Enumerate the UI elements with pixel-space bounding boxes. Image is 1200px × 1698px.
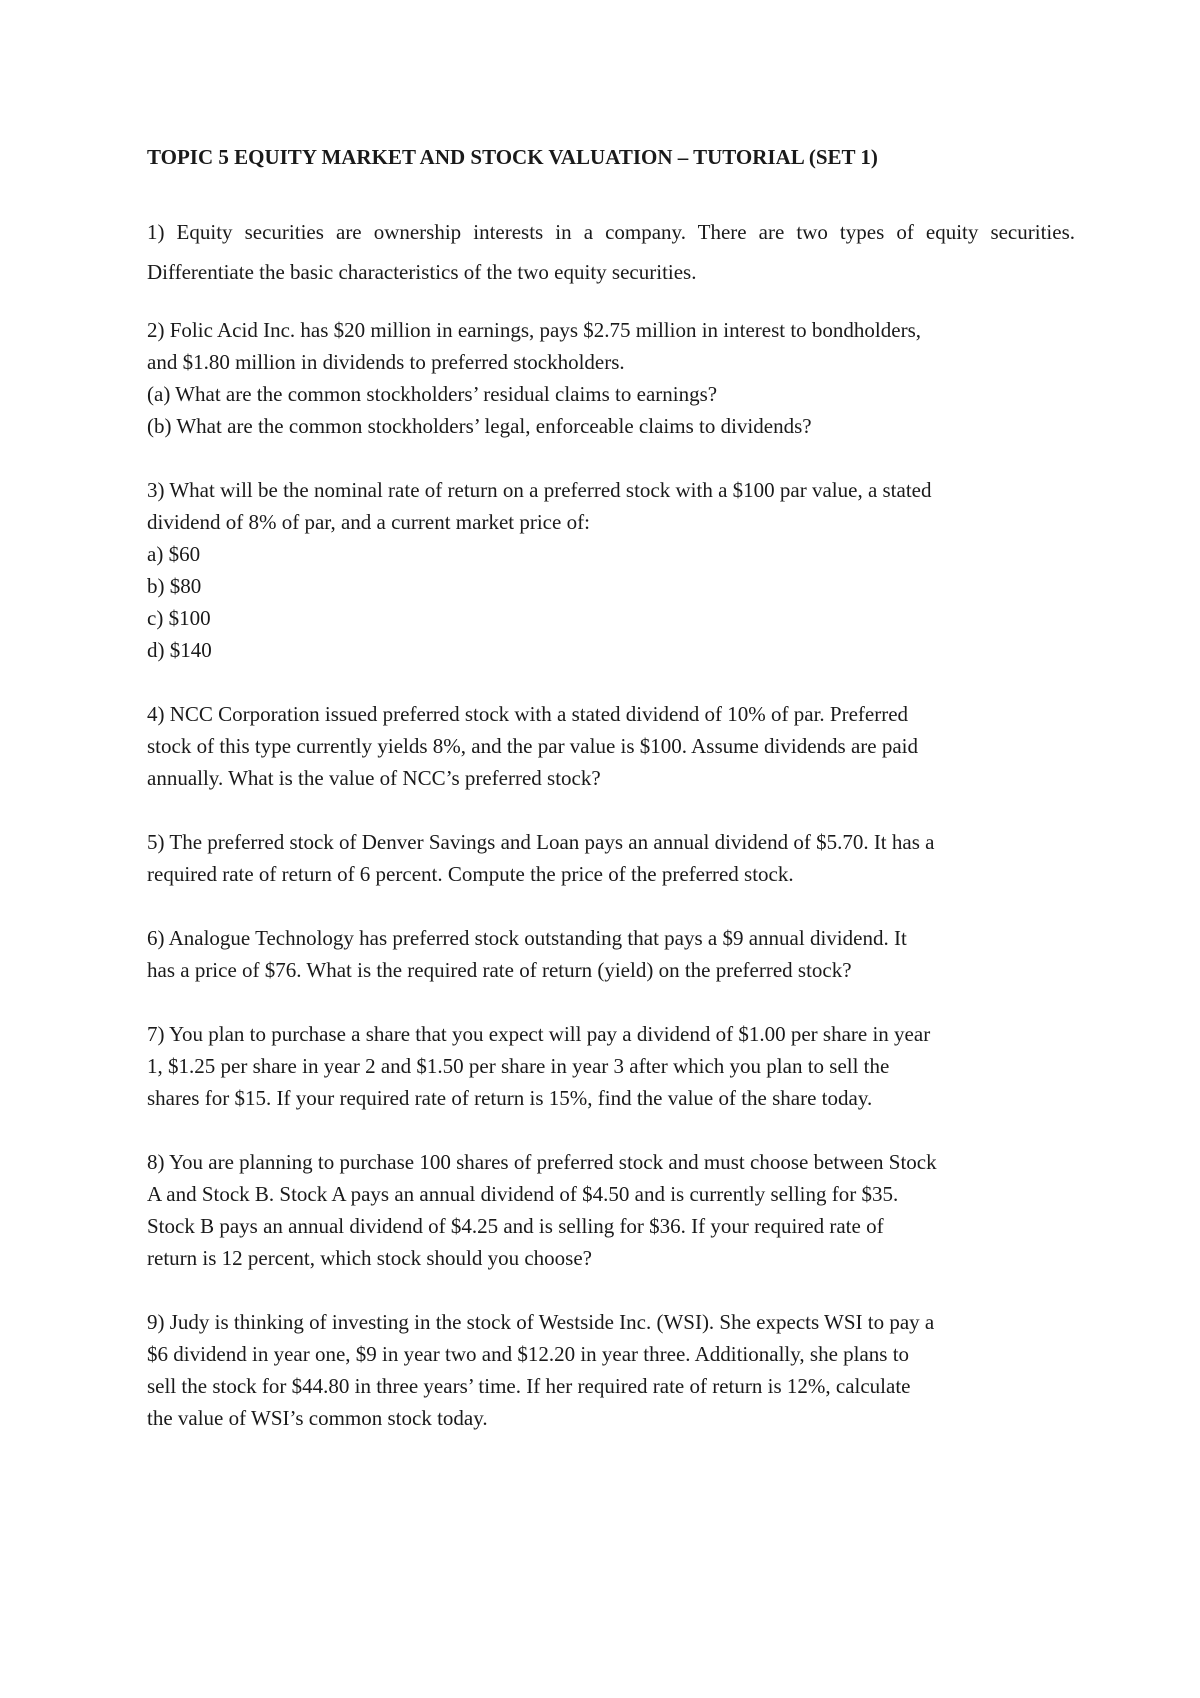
question-2-part-a: (a) What are the common stockholders’ residual claims to earnings? [147, 382, 718, 406]
question-8 [147, 1146, 1075, 1274]
question-9-line-3: sell the stock for $44.80 in three years’ time. If her required rate of return is 12%, calculate [147, 1374, 911, 1398]
question-8-line-1: 8) You are planning to purchase 100 shares of preferred stock and must choose between Stock [147, 1150, 937, 1174]
question-5-line-2: required rate of return of 6 percent. Compute the price of the preferred stock. [147, 862, 794, 886]
question-3-option-d: d) $140 [147, 638, 212, 662]
question-5-line-1: 5) The preferred stock of Denver Savings and Loan pays an annual dividend of $5.70. It has a [147, 830, 935, 854]
question-3-line-2: dividend of 8% of par, and a current market price of: [147, 510, 590, 534]
question-4-line-3: annually. What is the value of NCC’s preferred stock? [147, 766, 601, 790]
question-2-line-1: 2) Folic Acid Inc. has $20 million in earnings, pays $2.75 million in interest to bondholders, [147, 318, 921, 342]
question-2 [147, 314, 1075, 442]
question-3-line-1: 3) What will be the nominal rate of return on a preferred stock with a $100 par value, a stated [147, 478, 932, 502]
question-5 [147, 826, 1075, 890]
question-3 [147, 474, 1075, 666]
question-4 [147, 698, 1075, 794]
question-7 [147, 1018, 1075, 1114]
question-2-line-2: and $1.80 million in dividends to preferred stockholders. [147, 350, 625, 374]
question-8-line-3: Stock B pays an annual dividend of $4.25 and is selling for $36. If your required rate of [147, 1214, 884, 1238]
question-4-line-2: stock of this type currently yields 8%, and the par value is $100. Assume dividends are paid [147, 734, 919, 758]
question-8-line-4: return is 12 percent, which stock should you choose? [147, 1246, 592, 1270]
question-7-line-1: 7) You plan to purchase a share that you expect will pay a dividend of $1.00 per share in year [147, 1022, 931, 1046]
document-page [147, 142, 1075, 1434]
question-1 [147, 212, 1075, 292]
question-9-line-4: the value of WSI’s common stock today. [147, 1406, 488, 1430]
question-1-text: 1) Equity securities are ownership interests in a company. There are two types of equity securities. Differentiate the basic characteristics of the two equity securities. [147, 220, 1075, 284]
question-8-line-2: A and Stock B. Stock A pays an annual dividend of $4.50 and is currently selling for $35. [147, 1182, 899, 1206]
question-9-line-2: $6 dividend in year one, $9 in year two and $12.20 in year three. Additionally, she plans to [147, 1342, 910, 1366]
question-4-line-1: 4) NCC Corporation issued preferred stock with a stated dividend of 10% of par. Preferred [147, 702, 909, 726]
question-2-part-b: (b) What are the common stockholders’ legal, enforceable claims to dividends? [147, 414, 812, 438]
question-6-line-2: has a price of $76. What is the required rate of return (yield) on the preferred stock? [147, 958, 852, 982]
question-7-line-2: 1, $1.25 per share in year 2 and $1.50 per share in year 3 after which you plan to sell the [147, 1054, 890, 1078]
question-7-line-3: shares for $15. If your required rate of return is 15%, find the value of the share today. [147, 1086, 873, 1110]
question-3-option-b: b) $80 [147, 574, 202, 598]
question-9 [147, 1306, 1075, 1434]
question-3-option-c: c) $100 [147, 606, 211, 630]
question-6-line-1: 6) Analogue Technology has preferred stock outstanding that pays a $9 annual dividend. It [147, 926, 907, 950]
question-6 [147, 922, 1075, 986]
question-3-option-a: a) $60 [147, 542, 201, 566]
question-9-line-1: 9) Judy is thinking of investing in the stock of Westside Inc. (WSI). She expects WSI to pay a [147, 1310, 935, 1334]
document-title: TOPIC 5 EQUITY MARKET AND STOCK VALUATION – TUTORIAL (SET 1) [147, 145, 878, 169]
